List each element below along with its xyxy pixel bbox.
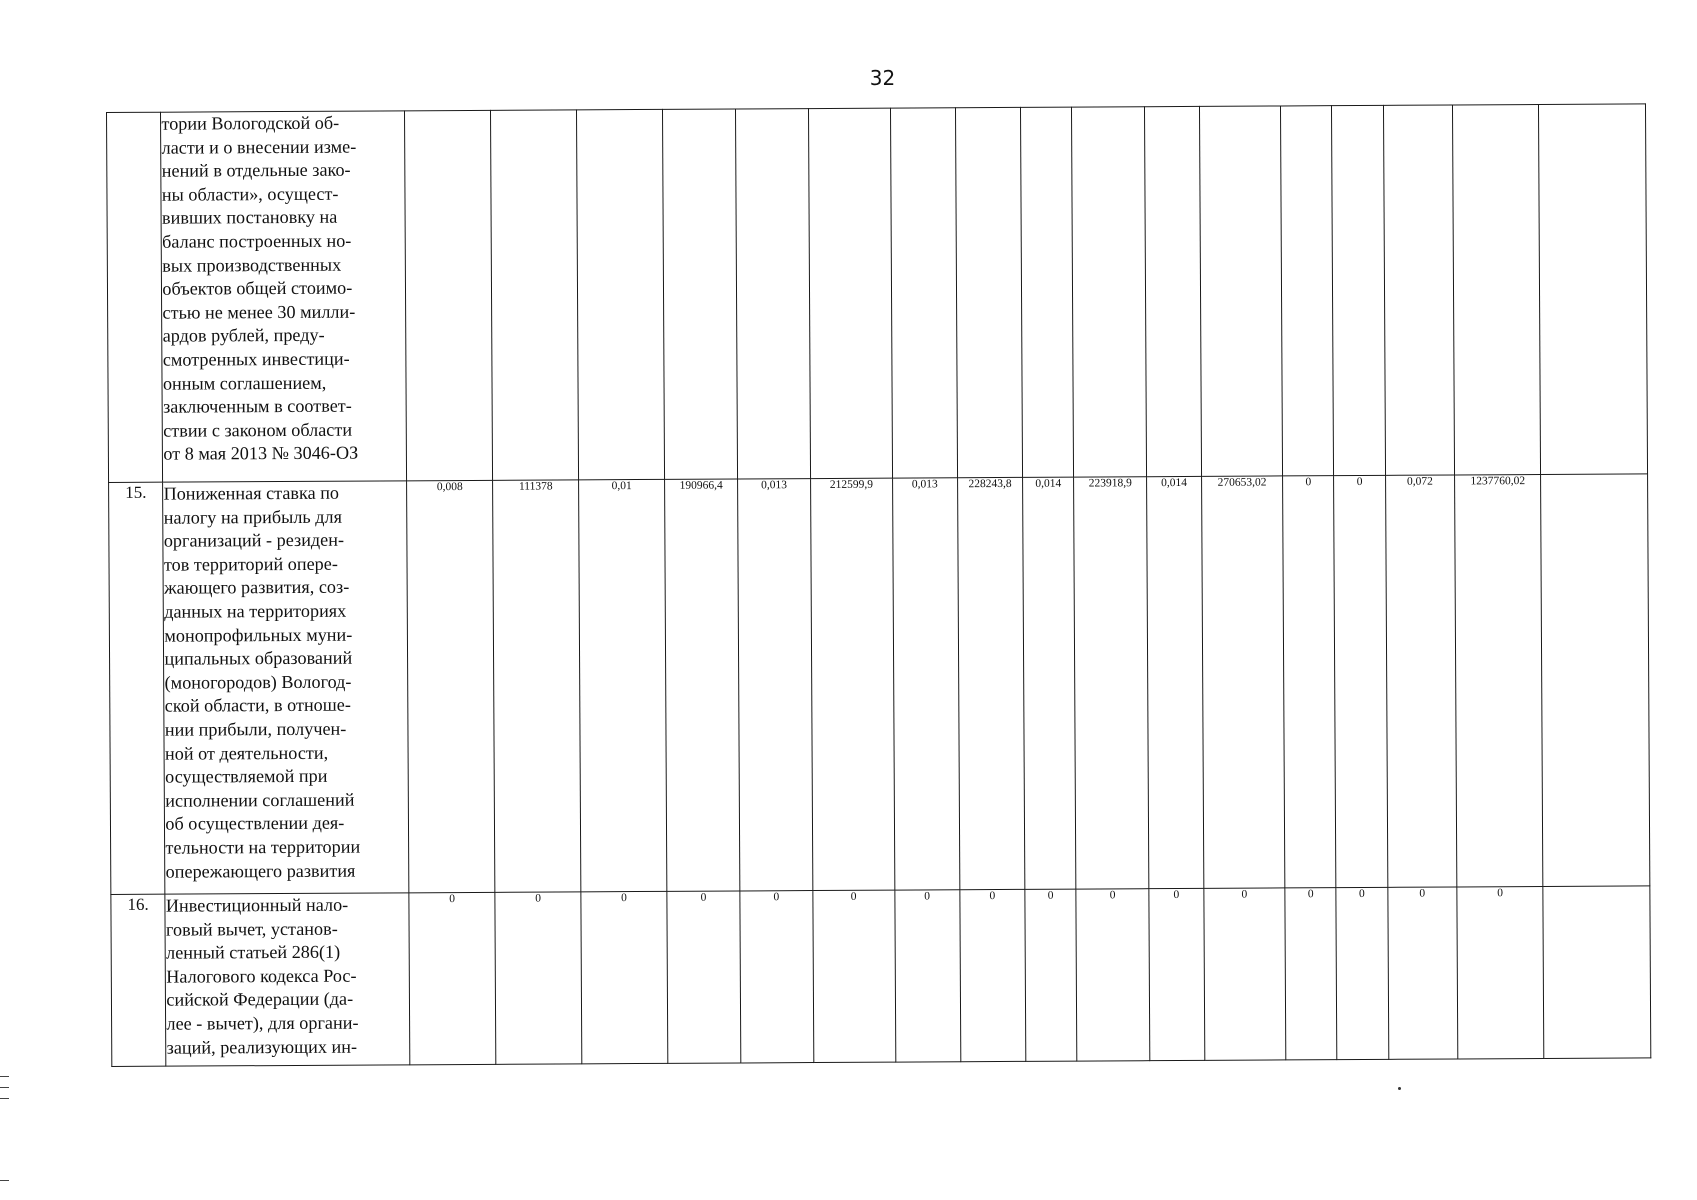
table-cell: 190966,4 [665, 479, 740, 891]
table-cell [736, 109, 811, 479]
table-cell: 0 [894, 890, 960, 1062]
table-cell [955, 107, 1022, 477]
table-cell [1383, 105, 1455, 475]
table-cell: 0 [813, 890, 896, 1062]
row-number [107, 112, 163, 482]
row-number: 16. [111, 894, 166, 1066]
table-cell [1021, 107, 1074, 477]
scan-speck [1398, 1087, 1401, 1090]
table-cell [1541, 474, 1650, 887]
table-cell: 111378 [493, 480, 581, 892]
scan-margin-mark [0, 1098, 9, 1099]
table-cell: 0 [1283, 476, 1336, 888]
table-cell: 0 [581, 891, 668, 1063]
table-cell: 0 [1149, 888, 1204, 1060]
table-cell: 0,01 [579, 479, 667, 891]
table-row [107, 104, 1648, 483]
table-cell: 0 [409, 892, 496, 1064]
table-cell [1145, 106, 1201, 476]
scan-margin-mark [0, 1076, 9, 1077]
table-cell: 0 [960, 889, 1026, 1061]
table-cell: 0,014 [1147, 476, 1204, 888]
table-cell [808, 108, 892, 478]
table-cell [405, 110, 493, 480]
table-cell [1453, 104, 1541, 474]
table-cell [491, 110, 579, 480]
table-cell [1539, 104, 1648, 475]
table-cell: 1237760,02 [1455, 474, 1543, 886]
scan-margin-mark [0, 1087, 9, 1088]
table-cell: 0,013 [738, 479, 813, 891]
table-cell: 0 [1457, 886, 1544, 1058]
row-description: тории Вологодской об- ласти и о внесении изме- нений в отдельные зако- ны области», осущест- вивших постановку на баланс построенных но- вых производственных объектов общей стоимо- стью не менее 30 милли- ардов рублей, преду- смотренных инвестици- онным соглашением, заключенным в соответ- ствии с законом области от 8 мая 2013 № 3046-ОЗ [161, 111, 407, 482]
table-cell [1543, 886, 1651, 1059]
table-row [111, 886, 1651, 1067]
table-cell: 212599,9 [811, 478, 895, 890]
table-cell: 0 [495, 892, 582, 1064]
table-cell: 0,072 [1385, 475, 1457, 887]
table-cell: 0 [740, 891, 814, 1063]
row-description: Инвестиционный нало- говый вычет, установ- ленный статьей 286(1) Налогового кодекса Рос- сийской Федерации (да- лее - вычет), для органи- заций, реализующих ин- [165, 893, 410, 1066]
table-cell: 0 [1334, 475, 1387, 887]
table-cell: 0 [1336, 887, 1388, 1059]
tax-benefits-table [106, 103, 1651, 1067]
table-cell [1072, 107, 1147, 477]
table-cell [890, 108, 957, 478]
table-cell: 0 [1387, 887, 1458, 1059]
table-cell: 0,013 [892, 478, 960, 890]
row-number: 15. [109, 482, 166, 894]
table-cell [663, 109, 738, 479]
table-cell: 0,014 [1023, 477, 1076, 889]
table-cell [1281, 106, 1334, 476]
table-cell: 223918,9 [1074, 477, 1149, 889]
table-wrapper [106, 103, 1651, 1067]
table-cell: 0 [1025, 889, 1077, 1061]
page-number: 32 [869, 66, 896, 90]
table-cell: 0 [1285, 888, 1337, 1060]
row-description: Пониженная ставка по налогу на прибыль для организаций - резиден- тов территорий опере- жающего развития, соз- данных на территориях монопрофильных муни- ципальных образований (моногородов) Вологод- ской области, в отноше- нии прибыли, получен- ной от деятельности, осуществляемой при исполнении соглашений об осуществлении дея- тельности на территории опережающего развития [163, 481, 409, 894]
table-cell [577, 109, 665, 479]
scan-margin-mark [0, 1180, 9, 1181]
table-row [109, 474, 1650, 895]
table-cell: 0 [667, 891, 741, 1063]
table-cell: 228243,8 [957, 477, 1025, 889]
table-cell [1199, 106, 1283, 476]
table-cell: 0 [1203, 888, 1286, 1060]
table-cell: 0 [1076, 889, 1150, 1061]
table-cell: 0,008 [407, 480, 495, 892]
table-cell [1332, 105, 1385, 475]
table-cell: 270653,02 [1201, 476, 1285, 888]
